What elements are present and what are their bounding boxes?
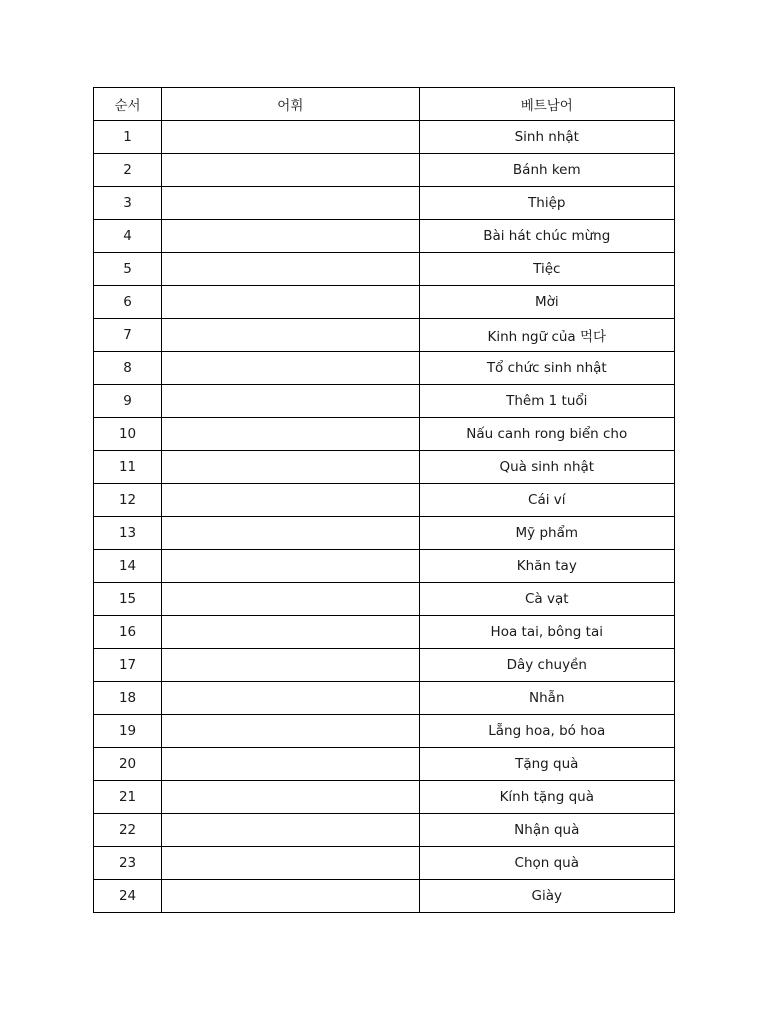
header-vocabulary: 어휘 — [162, 88, 419, 121]
row-vocabulary-cell — [162, 583, 419, 616]
table-row — [94, 385, 675, 418]
row-vocabulary-cell — [162, 550, 419, 583]
row-vietnamese-meaning: Bài hát chúc mừng — [419, 220, 674, 253]
table-row — [94, 121, 675, 154]
row-number: 24 — [94, 880, 162, 913]
row-vietnamese-meaning: Tặng quà — [419, 748, 674, 781]
row-vietnamese-meaning: Nhận quà — [419, 814, 674, 847]
row-number: 3 — [94, 187, 162, 220]
table-row — [94, 715, 675, 748]
row-vietnamese-meaning: Kinh ngữ của 먹다 — [419, 319, 674, 352]
row-number: 22 — [94, 814, 162, 847]
header-vietnamese: 베트남어 — [419, 88, 674, 121]
row-vietnamese-meaning: Quà sinh nhật — [419, 451, 674, 484]
row-number: 11 — [94, 451, 162, 484]
row-vocabulary-cell — [162, 187, 419, 220]
row-number: 18 — [94, 682, 162, 715]
row-vietnamese-meaning: Khăn tay — [419, 550, 674, 583]
row-vietnamese-meaning: Tiệc — [419, 253, 674, 286]
row-vocabulary-cell — [162, 847, 419, 880]
table-header — [94, 88, 675, 121]
row-number: 14 — [94, 550, 162, 583]
row-vocabulary-cell — [162, 121, 419, 154]
table-row — [94, 814, 675, 847]
table-row — [94, 187, 675, 220]
row-vocabulary-cell — [162, 451, 419, 484]
table-row — [94, 616, 675, 649]
row-vocabulary-cell — [162, 418, 419, 451]
table-row — [94, 286, 675, 319]
row-vocabulary-cell — [162, 352, 419, 385]
row-vietnamese-meaning: Cái ví — [419, 484, 674, 517]
row-vietnamese-meaning: Mỹ phẩm — [419, 517, 674, 550]
row-number: 12 — [94, 484, 162, 517]
vocabulary-table — [93, 87, 675, 913]
row-vocabulary-cell — [162, 154, 419, 187]
row-vietnamese-meaning: Nấu canh rong biển cho — [419, 418, 674, 451]
row-vocabulary-cell — [162, 880, 419, 913]
row-vocabulary-cell — [162, 517, 419, 550]
row-number: 4 — [94, 220, 162, 253]
row-vietnamese-meaning: Kính tặng quà — [419, 781, 674, 814]
table-row — [94, 319, 675, 352]
row-number: 1 — [94, 121, 162, 154]
row-number: 10 — [94, 418, 162, 451]
row-vietnamese-meaning: Nhẫn — [419, 682, 674, 715]
table-row — [94, 352, 675, 385]
row-vietnamese-meaning: Thiệp — [419, 187, 674, 220]
row-vocabulary-cell — [162, 286, 419, 319]
table-row — [94, 649, 675, 682]
row-number: 8 — [94, 352, 162, 385]
table-row — [94, 781, 675, 814]
table-row — [94, 517, 675, 550]
row-vietnamese-meaning: Dây chuyền — [419, 649, 674, 682]
row-vietnamese-meaning: Lẵng hoa, bó hoa — [419, 715, 674, 748]
row-vocabulary-cell — [162, 220, 419, 253]
table-row — [94, 484, 675, 517]
row-number: 7 — [94, 319, 162, 352]
row-vocabulary-cell — [162, 814, 419, 847]
header-row — [94, 88, 675, 121]
row-number: 13 — [94, 517, 162, 550]
header-number: 순서 — [94, 88, 162, 121]
table-row — [94, 583, 675, 616]
row-vocabulary-cell — [162, 715, 419, 748]
row-vietnamese-meaning: Sinh nhật — [419, 121, 674, 154]
table-row — [94, 220, 675, 253]
row-number: 19 — [94, 715, 162, 748]
table-body — [94, 121, 675, 913]
row-vietnamese-meaning: Chọn quà — [419, 847, 674, 880]
row-number: 16 — [94, 616, 162, 649]
row-number: 17 — [94, 649, 162, 682]
table-row — [94, 880, 675, 913]
table-row — [94, 847, 675, 880]
row-vocabulary-cell — [162, 649, 419, 682]
table-row — [94, 253, 675, 286]
table-row — [94, 682, 675, 715]
row-vocabulary-cell — [162, 253, 419, 286]
row-vietnamese-meaning: Tổ chức sinh nhật — [419, 352, 674, 385]
row-number: 23 — [94, 847, 162, 880]
row-vietnamese-meaning: Cà vạt — [419, 583, 674, 616]
row-vocabulary-cell — [162, 682, 419, 715]
row-number: 2 — [94, 154, 162, 187]
table-row — [94, 418, 675, 451]
row-vietnamese-meaning: Bánh kem — [419, 154, 674, 187]
row-number: 9 — [94, 385, 162, 418]
row-vocabulary-cell — [162, 781, 419, 814]
row-vietnamese-meaning: Mời — [419, 286, 674, 319]
table-row — [94, 451, 675, 484]
row-number: 5 — [94, 253, 162, 286]
row-vocabulary-cell — [162, 319, 419, 352]
row-vocabulary-cell — [162, 385, 419, 418]
row-vocabulary-cell — [162, 484, 419, 517]
table-row — [94, 154, 675, 187]
row-number: 6 — [94, 286, 162, 319]
row-number: 20 — [94, 748, 162, 781]
table-row — [94, 748, 675, 781]
row-vietnamese-meaning: Hoa tai, bông tai — [419, 616, 674, 649]
row-vietnamese-meaning: Giày — [419, 880, 674, 913]
row-vocabulary-cell — [162, 748, 419, 781]
table-row — [94, 550, 675, 583]
row-number: 15 — [94, 583, 162, 616]
row-number: 21 — [94, 781, 162, 814]
row-vocabulary-cell — [162, 616, 419, 649]
row-vietnamese-meaning: Thêm 1 tuổi — [419, 385, 674, 418]
